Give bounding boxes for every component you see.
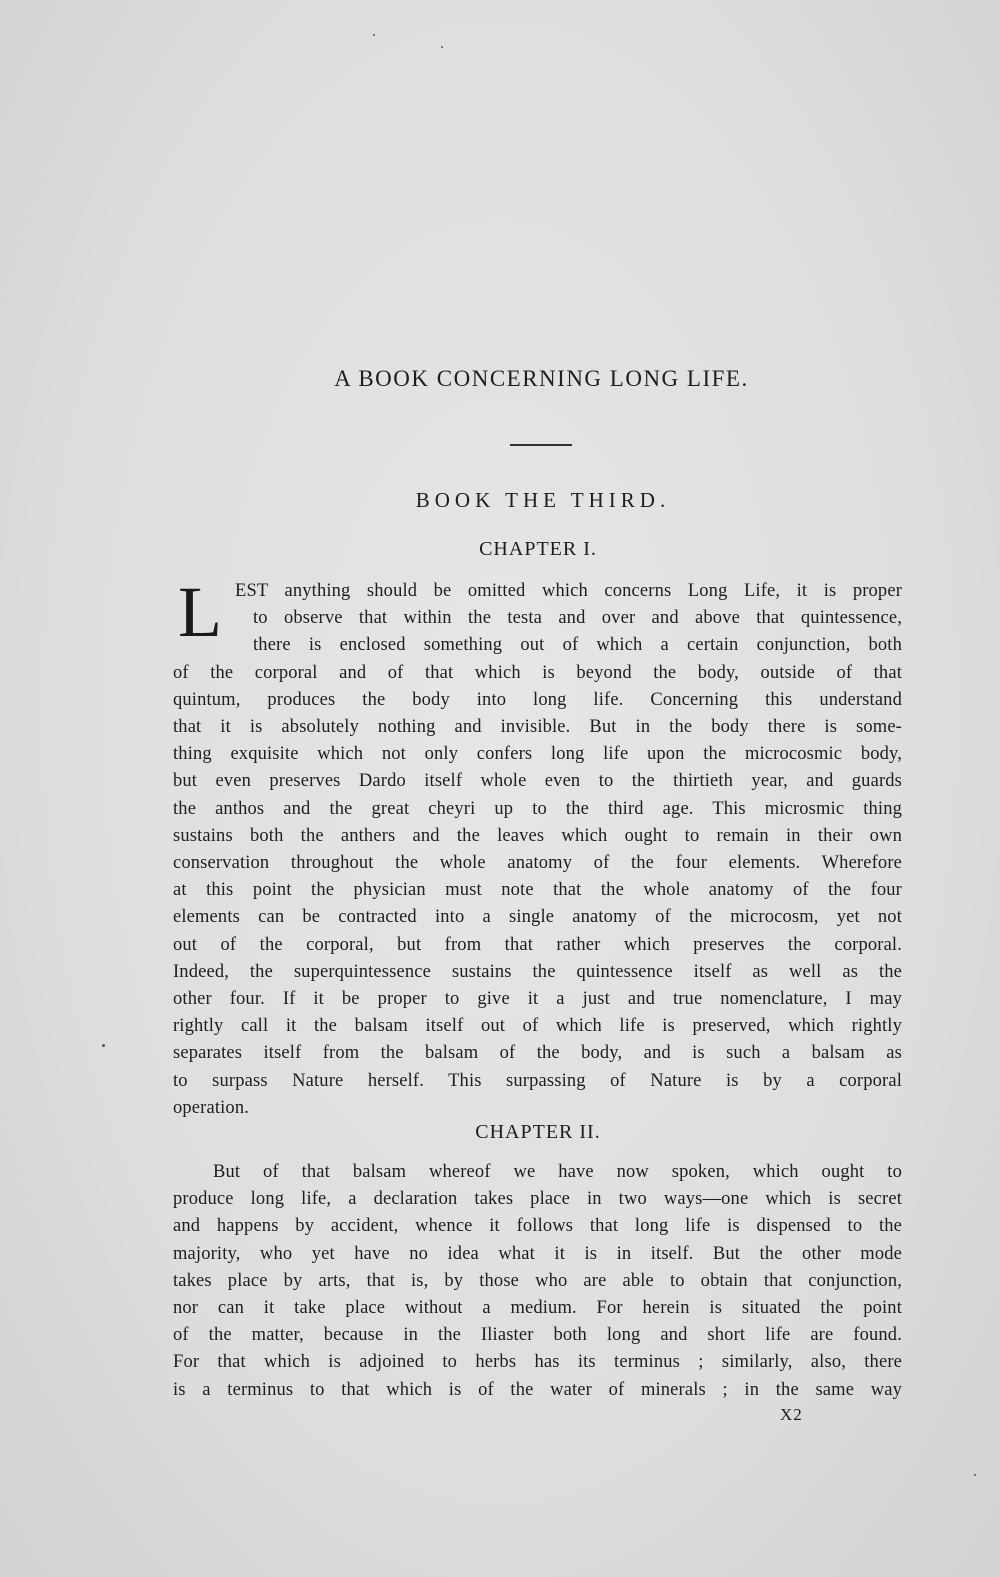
text-line: thing exquisite which not only confers long life upon the microcosmic body, (173, 744, 902, 765)
text-line: For that which is adjoined to herbs has its terminus ; similarly, also, there (173, 1352, 902, 1373)
text-line: conservation throughout the whole anatomy of the four elements. Wherefore (173, 853, 902, 874)
text-line: and happens by accident, whence it follows that long life is dispensed to the (173, 1216, 902, 1237)
text-line: out of the corporal, but from that rather which preserves the corporal. (173, 934, 902, 955)
page-title: A BOOK CONCERNING LONG LIFE. (334, 366, 749, 391)
book-heading: BOOK THE THIRD. (415, 488, 671, 512)
text-line: EST anything should be omitted which concerns Long Life, it is proper (235, 581, 902, 601)
text-line: there is enclosed something out of which a certain conjunction, both (253, 635, 902, 656)
text-line: takes place by arts, that is, by those who are able to obtain that conjunction, (173, 1270, 902, 1291)
chapter-2-heading: CHAPTER II. (475, 1121, 601, 1143)
text-line: But of that balsam whereof we have now spoken, which ought to (213, 1162, 902, 1182)
paper-speck (373, 34, 375, 36)
text-line: sustains both the anthers and the leaves which ought to remain in their own (173, 825, 902, 846)
text-line: majority, who yet have no idea what it is in itself. But the other mode (173, 1243, 902, 1264)
text-line: produce long life, a declaration takes place in two ways—one which is secret (173, 1189, 902, 1210)
text-line: rightly call it the balsam itself out of which life is preserved, which rightly (173, 1016, 902, 1037)
signature-mark: X2 (780, 1405, 803, 1424)
text-line: but even preserves Dardo itself whole even to the thirtieth year, and guards (173, 771, 902, 792)
text-line: Indeed, the superquintessence sustains the quintessence itself as well as the (173, 961, 902, 982)
text-line: of the corporal and of that which is beyond the body, outside of that (173, 662, 902, 683)
paper-speck (102, 1044, 105, 1047)
chapter-1-paragraph (173, 572, 902, 1122)
text-line: other four. If it be proper to give it a just and true nomenclature, I may (173, 989, 902, 1010)
text-line: of the matter, because in the Iliaster both long and short life are found. (173, 1325, 902, 1346)
text-line: is a terminus to that which is of the water of minerals ; in the same way (173, 1379, 902, 1400)
text-line: to surpass Nature herself. This surpassing of Nature is by a corporal (173, 1070, 902, 1091)
text-line: separates itself from the balsam of the body, and is such a balsam as (173, 1043, 902, 1064)
text-line: elements can be contracted into a single anatomy of the microcosm, yet not (173, 907, 902, 928)
text-line: that it is absolutely nothing and invisible. But in the body there is some- (173, 717, 902, 738)
text-line: the anthos and the great cheyri up to the third age. This microsmic thing (173, 798, 902, 819)
paper-speck (441, 46, 443, 48)
chapter-1-heading: CHAPTER I. (479, 538, 597, 560)
text-line: at this point the physician must note that the whole anatomy of the four (173, 880, 902, 901)
text-line: operation. (173, 1097, 249, 1118)
title-rule (510, 444, 572, 446)
drop-cap: L (178, 572, 222, 652)
paper-speck (974, 1474, 976, 1476)
text-line: nor can it take place without a medium. For herein is situated the point (173, 1298, 902, 1319)
chapter-2-paragraph (173, 1159, 902, 1404)
text-line: to observe that within the testa and over and above that quintessence, (253, 608, 902, 629)
text-line: quintum, produces the body into long life. Concerning this understand (173, 689, 902, 710)
